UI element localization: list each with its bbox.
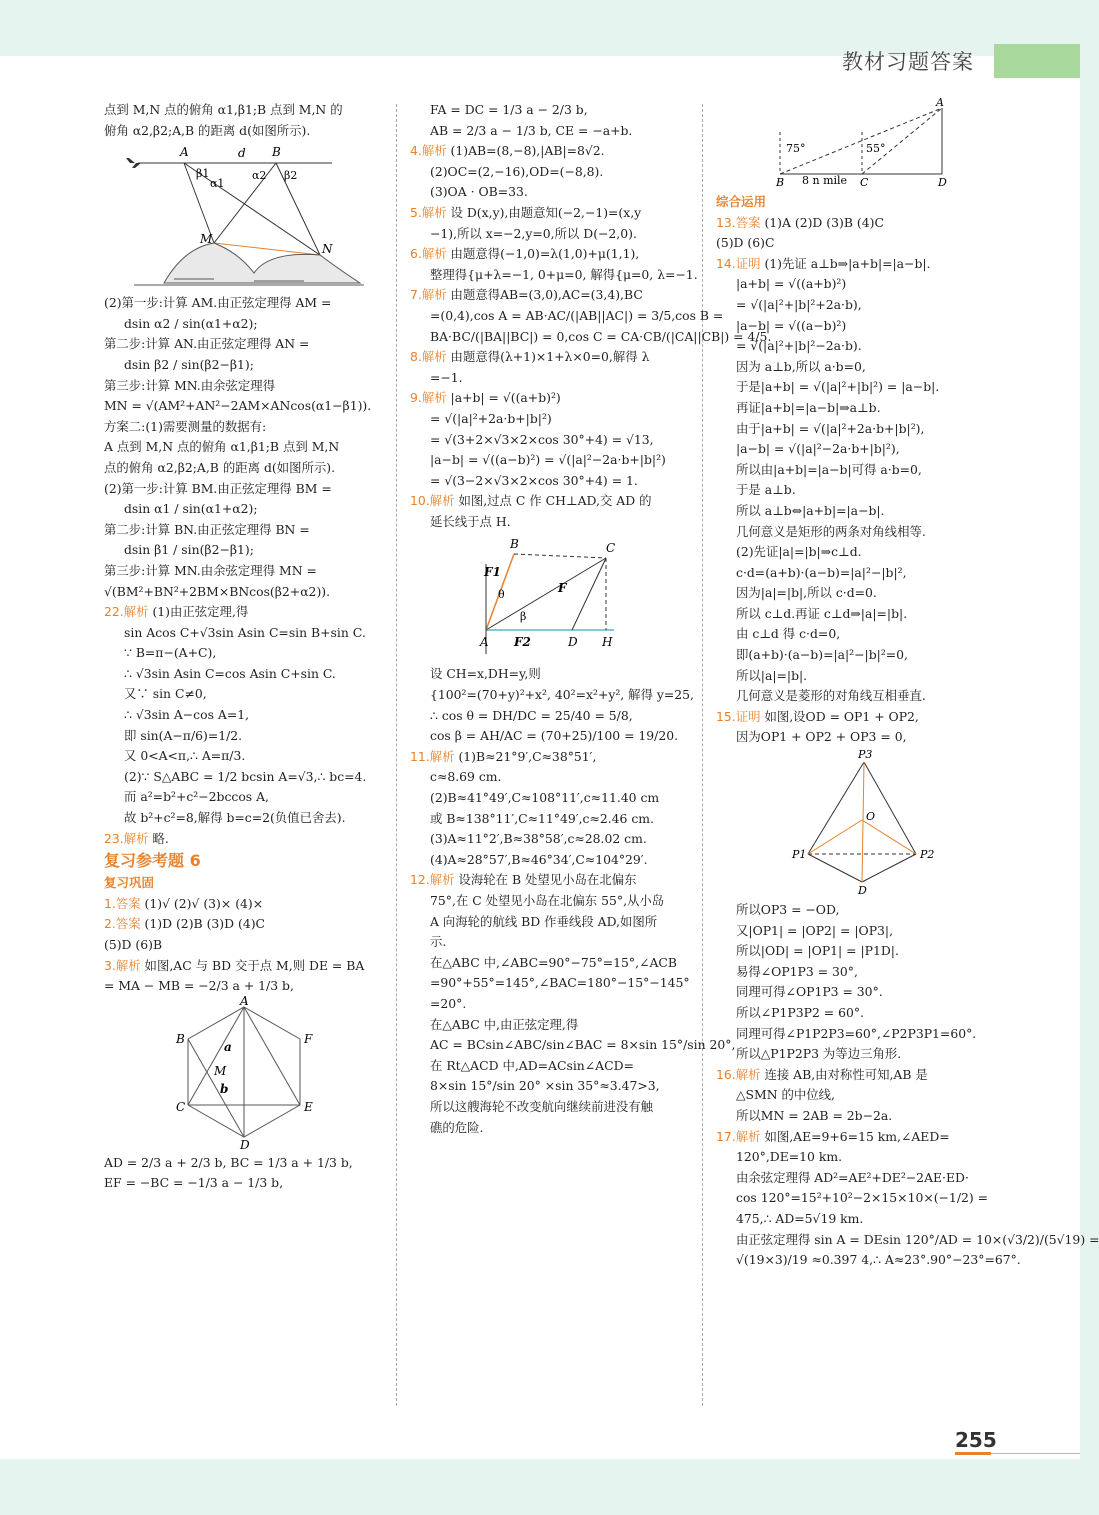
text-line: 几何意义是矩形的两条对角线相等. [736,523,926,539]
answer-text: 设海轮在 B 处望见小岛在北偏东 [454,872,637,888]
answer-text: (1)A (2)D (3)B (4)C [760,214,884,230]
text-line: =(0,4),cos A = AB·AC/(|AB||AC|) = 3/5,cos B = [430,307,724,323]
answer-text: (1)由正弦定理,得 [148,604,249,620]
text-line: √(BM²+BN²+2BM×BNcos(β2+α2)). [104,583,331,599]
text-line: ∴ √3sin Asin C=cos Asin C+sin C. [124,665,336,681]
answer-text: (1)B≈21°9′,C≈38°51′, [454,748,597,764]
text-line: 475,∴ AD=5√19 km. [736,1210,864,1226]
text-line: = MA − MB = −2/3 a + 1/3 b, [104,978,294,994]
text-line: FA = DC = 1/3 a − 2/3 b, [430,102,588,117]
text-line: AC = BCsin∠ABC/sin∠BAC = 8×sin 15°/sin 20°, [430,1037,736,1053]
text-line: 所以 a⊥b⇔|a+b|=|a−b|. [736,502,885,518]
text-line: △SMN 的中位线, [736,1087,835,1103]
answer-tag: 23.解析 [104,830,149,846]
subsection-title: 综合运用 [716,194,767,209]
figure-label: M [200,232,213,247]
text-line: 同理可得∠OP1P3 = 30°. [736,984,883,1000]
text-line: cos 120°=15²+10²−2×15×10×(−1/2) = [736,1190,989,1206]
answer-line [410,285,688,306]
column-3 [716,96,1099,1271]
text-line: = √(|a|²+|b|²−2a·b). [736,338,862,354]
answer-text: 设 D(x,y),由题意知(−2,−1)=(x,y [446,204,642,220]
answer-tag: 17.解析 [716,1128,761,1144]
text-line: 整理得{μ+λ=−1, 0+μ=0, 解得{μ=0, λ=−1. [430,266,698,282]
figure-label: F [558,581,567,596]
text-line: 延长线于点 H. [430,513,511,529]
answer-tag: 16.解析 [716,1066,761,1082]
text-line: |a−b| = √((a−b)²) = √(|a|²−2a·b+|b|²) [430,452,666,468]
figure-label: P2 [920,848,935,862]
answer-tag: 5.解析 [410,204,447,220]
answer-line [104,829,382,850]
answer-tag: 11.解析 [410,748,455,764]
text-line: 120°,DE=10 km. [736,1149,843,1165]
figure-label: A [180,145,189,160]
answer-tag: 2.答案 [104,916,141,932]
header-title: 教材习题答案 [842,50,974,74]
answer-line [716,1065,992,1086]
text-line: dsin β2 / sin(β2−β1); [124,356,254,372]
answer-line [410,347,688,368]
text-line: = √(|a|²+2a·b+|b|²) [430,410,552,426]
answer-text: |a+b| = √((a+b)²) [446,390,561,406]
answer-line [410,388,688,409]
answer-line [716,1127,992,1148]
answer-tag: 22.解析 [104,604,149,620]
airplane-icon [118,158,141,168]
answer-line [716,213,992,234]
text-line: 所以MN = 2AB = 2b−2a. [736,1107,893,1123]
figure-label: B [272,145,281,160]
answer-text: (1)√ (2)√ (3)× (4)× [140,895,264,911]
text-line: 在△ABC 中,由正弦定理,得 [430,1016,579,1032]
text-line: = √(3+2×√3×2×cos 30°+4) = √13, [430,431,654,447]
text-line: 因为 a⊥b,所以 a·b=0, [736,358,866,374]
text-line: 故 b²+c²=8,解得 b=c=2(负值已舍去). [124,810,346,826]
text-line: 而 a²=b²+c²−2bccos A, [124,789,269,805]
figure-label: E [304,1099,313,1114]
text-line: dsin α1 / sin(α1+α2); [124,501,258,517]
text-line: 在△ABC 中,∠ABC=90°−75°=15°,∠ACB [430,954,677,970]
figure-label: D [938,176,947,189]
text-line: (2)∵ S△ABC = 1/2 bcsin A=√3,∴ bc=4. [124,768,367,784]
text-line: 因为OP1 + OP2 + OP3 = 0, [736,729,907,745]
figure-label: P1 [792,848,807,862]
figure-label: 8 n mile [802,174,848,187]
text-line: c·d=(a+b)·(a−b)=|a|²−|b|², [736,564,907,580]
text-line: 点的俯角 α2,β2;A,B 的距离 d(如图所示). [104,459,336,475]
figure-label: A [480,635,489,650]
answer-tag: 9.解析 [410,390,447,406]
figure-label: C [176,1099,186,1114]
text-line: 又∵ sin C≠0, [124,686,207,702]
text-line: (5)D (6)C [716,235,775,251]
figure-label: B [510,537,519,552]
figure-label: H [602,635,613,650]
answer-tag: 1.答案 [104,895,141,911]
figure-label: M [214,1063,227,1078]
section-title: 复习参考题 6 [104,851,201,871]
answer-text: (1)AB=(8,−8),|AB|=8√2. [446,143,605,159]
figure-label: O [866,810,876,824]
figure-label: β2 [284,169,298,183]
text-line: 第二步:计算 BN.由正弦定理得 BN = [104,521,310,537]
answer-text: 如图,AE=9+6=15 km,∠AED= [760,1128,950,1144]
answer-text: 略. [148,830,169,846]
answer-line [410,870,688,891]
text-line: 点到 M,N 点的俯角 α1,β1;B 点到 M,N 的 [104,102,343,117]
text-line: 易得∠OP1P3 = 30°, [736,963,858,979]
text-line: 由余弦定理得 AD²=AE²+DE²−2AE·ED· [736,1169,969,1185]
text-line: 示. [430,934,447,950]
figure-label: N [322,242,333,257]
figure-label: F2 [514,635,531,650]
text-line: (4)A≈28°57′,B≈46°34′,C≈104°29′. [430,851,648,867]
answer-line [410,491,688,512]
text-line: (5)D (6)B [104,937,163,952]
ship-figure [716,96,986,189]
text-line: ∴ √3sin A−cos A=1, [124,707,250,723]
figure-label: β [520,610,527,624]
text-line: 即(a+b)·(a−b)=|a|²−|b|²=0, [736,647,908,663]
text-line: 所以|OD| = |OP1| = |P1D|. [736,943,899,959]
answer-line [410,141,688,162]
answer-line [716,707,992,728]
figure-label: B [176,1031,185,1046]
text-line: EF = −BC = −1/3 a − 1/3 b, [104,1175,284,1191]
answer-text: (1)先证 a⊥b⇒|a+b|=|a−b|. [760,255,931,271]
answer-line [410,203,688,224]
answer-line [104,914,382,935]
text-line: (3)OA · OB=33. [430,184,528,200]
figure-label: F1 [484,565,501,580]
text-line: 由于|a+b| = √(|a|²+2a·b+|b|²), [736,420,925,436]
text-line: 因为|a|=|b|,所以 c·d=0. [736,585,877,601]
text-line: dsin β1 / sin(β2−β1); [124,542,254,558]
figure-label: 75° [786,142,806,155]
text-line: 即 sin(A−π/6)=1/2. [124,727,243,743]
page-number-underline [955,1452,991,1455]
answer-tag: 15.证明 [716,708,761,724]
answer-text: 如图,设OD = OP1 + OP2, [760,708,919,724]
text-line: 由正弦定理得 sin A = DEsin 120°/AD = 10×(√3/2)/(5√19) = [736,1231,1099,1247]
text-line: 或 B≈138°11′,C≈11°49′,c≈2.46 cm. [430,810,654,826]
text-line: 第三步:计算 MN.由余弦定理得 MN = [104,562,317,578]
figure-label: C [606,541,616,556]
text-line: 方案二:(1)需要测量的数据有: [104,418,267,434]
figure-label: 55° [866,142,886,155]
answer-tag: 4.解析 [410,143,447,159]
answer-tag: 3.解析 [104,957,141,973]
page-footer-rule [991,1453,1080,1454]
answer-text: 如图,AC 与 BD 交于点 M,则 DE = BA [140,957,365,973]
answer-text: 由题意得AB=(3,0),AC=(3,4),BC [446,287,643,303]
tetrahedron-figure [716,750,986,896]
text-line: 礁的危险. [430,1119,484,1135]
page-number: 255 [955,1428,997,1452]
column-1 [104,100,382,1194]
header-tab [994,44,1080,78]
text-line: 于是 a⊥b. [736,482,796,498]
text-line: A 点到 M,N 点的俯角 α1,β1;B 点到 M,N [104,439,340,455]
figure-label: D [240,1137,250,1152]
text-line: 所以|a|=|b|. [736,667,808,683]
text-line: c≈8.69 cm. [430,769,502,785]
text-line: 第三步:计算 MN.由余弦定理得 [104,377,276,393]
text-line: √(19×3)/19 ≈0.397 4,∴ A≈23°.90°−23°=67°. [736,1252,1021,1268]
answer-line [410,244,688,265]
text-line: 所以△P1P2P3 为等边三角形. [736,1046,902,1062]
hexagon-figure [104,993,374,1152]
answer-text: (1)D (2)B (3)D (4)C [140,916,266,932]
figure-label: a [224,1039,232,1054]
text-line: 所以∠P1P3P2 = 60°. [736,1005,864,1020]
text-line: (2)B≈41°49′,C≈108°11′,c≈11.40 cm [430,790,660,806]
text-line: AB = 2/3 a − 1/3 b, CE = −a+b. [430,122,633,138]
figure-label: A [240,993,249,1008]
text-line: 75°,在 C 处望见小岛在北偏东 55°,从小岛 [430,893,665,908]
text-line: 同理可得∠P1P2P3=60°,∠P2P3P1=60°. [736,1025,977,1041]
text-line: 又|OP1| = |OP2| = |OP3|, [736,922,894,938]
column-divider [702,104,703,1406]
answer-tag: 14.证明 [716,255,761,271]
text-line: −1),所以 x=−2,y=0,所以 D(−2,0). [430,225,637,241]
text-line: (2)先证|a|=|b|⇒c⊥d. [736,544,862,560]
text-line: = √(3−2×√3×2×cos 30°+4) = 1. [430,472,638,488]
text-line: BA·BC/(|BA||BC|) = 0,cos C = CA·CB/(|CA||CB|) = 4/5. [430,328,772,344]
text-line: 所以这艘海轮不改变航向继续前进没有触 [430,1098,654,1114]
island-figure [104,143,374,289]
text-line: = √(|a|²+|b|²+2a·b), [736,296,862,312]
answer-text: 由题意得(−1,0)=λ(1,0)+μ(1,1), [446,246,640,262]
text-line: 所以由|a+b|=|a−b|可得 a·b=0, [736,461,922,477]
figure-label: C [860,176,869,189]
text-line: 几何意义是菱形的对角线互相垂直. [736,688,926,704]
text-line: (3)A≈11°2′,B≈38°58′,c≈28.02 cm. [430,831,647,847]
text-line: =20°. [430,995,467,1011]
answer-tag: 6.解析 [410,246,447,262]
figure-label: b [220,1081,229,1096]
text-line: 俯角 α2,β2;A,B 的距离 d(如图所示). [104,122,311,138]
figure-label: β1 [196,167,210,181]
text-line: AD = 2/3 a + 2/3 b, BC = 1/3 a + 1/3 b, [104,1154,353,1170]
text-line: |a−b| = √((a−b)²) [736,317,847,333]
figure-label: θ [498,588,505,602]
answer-text: 由题意得(λ+1)×1+λ×0=0,解得 λ [446,349,650,365]
text-line: MN = √(AM²+AN²−2AM×ANcos(α1−β1)). [104,398,372,414]
figure-label: D [568,635,578,650]
text-line: (2)OC=(2,−16),OD=(−8,8). [430,163,604,179]
text-line: sin Acos C+√3sin Asin C=sin B+sin C. [124,624,366,640]
text-line: dsin α2 / sin(α1+α2); [124,315,258,331]
text-line: 所以 c⊥d.再证 c⊥d⇒|a|=|b|. [736,605,908,621]
answer-line [104,956,382,977]
answer-line [410,747,688,768]
column-divider [396,104,397,1406]
subsection-title: 复习巩固 [104,875,155,891]
text-line: 8×sin 15°/sin 20° ×sin 35°≈3.47>3, [430,1078,660,1094]
force-figure [410,534,680,660]
answer-line [104,894,382,915]
text-line: =90°+55°=145°,∠BAC=180°−15°−145° [430,975,690,991]
figure-label: α2 [252,169,267,183]
text-line: 设 CH=x,DH=y,则 [430,666,541,682]
answer-tag: 10.解析 [410,493,455,509]
text-line: (2)第一步:计算 BM.由正弦定理得 BM = [104,480,332,496]
text-line: 由 c⊥d 得 c·d=0, [736,626,841,642]
figure-label: P3 [858,748,873,762]
figure-label: F [304,1031,313,1046]
figure-label: D [858,884,867,898]
answer-tag: 7.解析 [410,287,447,303]
answer-tag: 8.解析 [410,349,447,365]
answer-text: 连接 AB,由对称性可知,AB 是 [760,1066,928,1082]
text-line: 所以OP3 = −OD, [736,902,840,918]
figure-label: B [776,176,785,189]
answer-line [716,254,992,275]
text-line: (2)第一步:计算 AM.由正弦定理得 AM = [104,295,332,311]
text-line: cos β = AH/AC = (70+25)/100 = 19/20. [430,728,679,744]
text-line: ∴ cos θ = DH/DC = 25/40 = 5/8, [430,707,633,723]
answer-tag: 13.答案 [716,214,761,230]
text-line: {100²=(70+y)²+x², 40²=x²+y², 解得 y=25, [430,687,694,703]
text-line: A 向海轮的航线 BD 作垂线段 AD,如图所 [430,913,658,929]
figure-label: α1 [210,177,225,191]
text-line: 再证|a+b|=|a−b|⇒a⊥b. [736,399,881,415]
figure-label: d [238,146,246,161]
text-line: 于是|a+b| = √(|a|²+|b|²) = |a−b|. [736,379,940,395]
answer-tag: 12.解析 [410,872,455,888]
answer-line [104,602,382,623]
text-line: 在 Rt△ACD 中,AD=ACsin∠ACD= [430,1057,634,1073]
text-line: 第二步:计算 AN.由正弦定理得 AN = [104,336,310,352]
text-line: |a+b| = √((a+b)²) [736,276,847,292]
text-line: ∵ B=π−(A+C), [124,645,217,661]
text-line: |a−b| = √(|a|²−2a·b+|b|²), [736,441,900,457]
answer-text: 如图,过点 C 作 CH⊥AD,交 AD 的 [454,493,652,509]
text-line: =−1. [430,369,463,385]
figure-label: A [936,96,944,109]
text-line: 又 0<A<π,∴ A=π/3. [124,748,246,764]
